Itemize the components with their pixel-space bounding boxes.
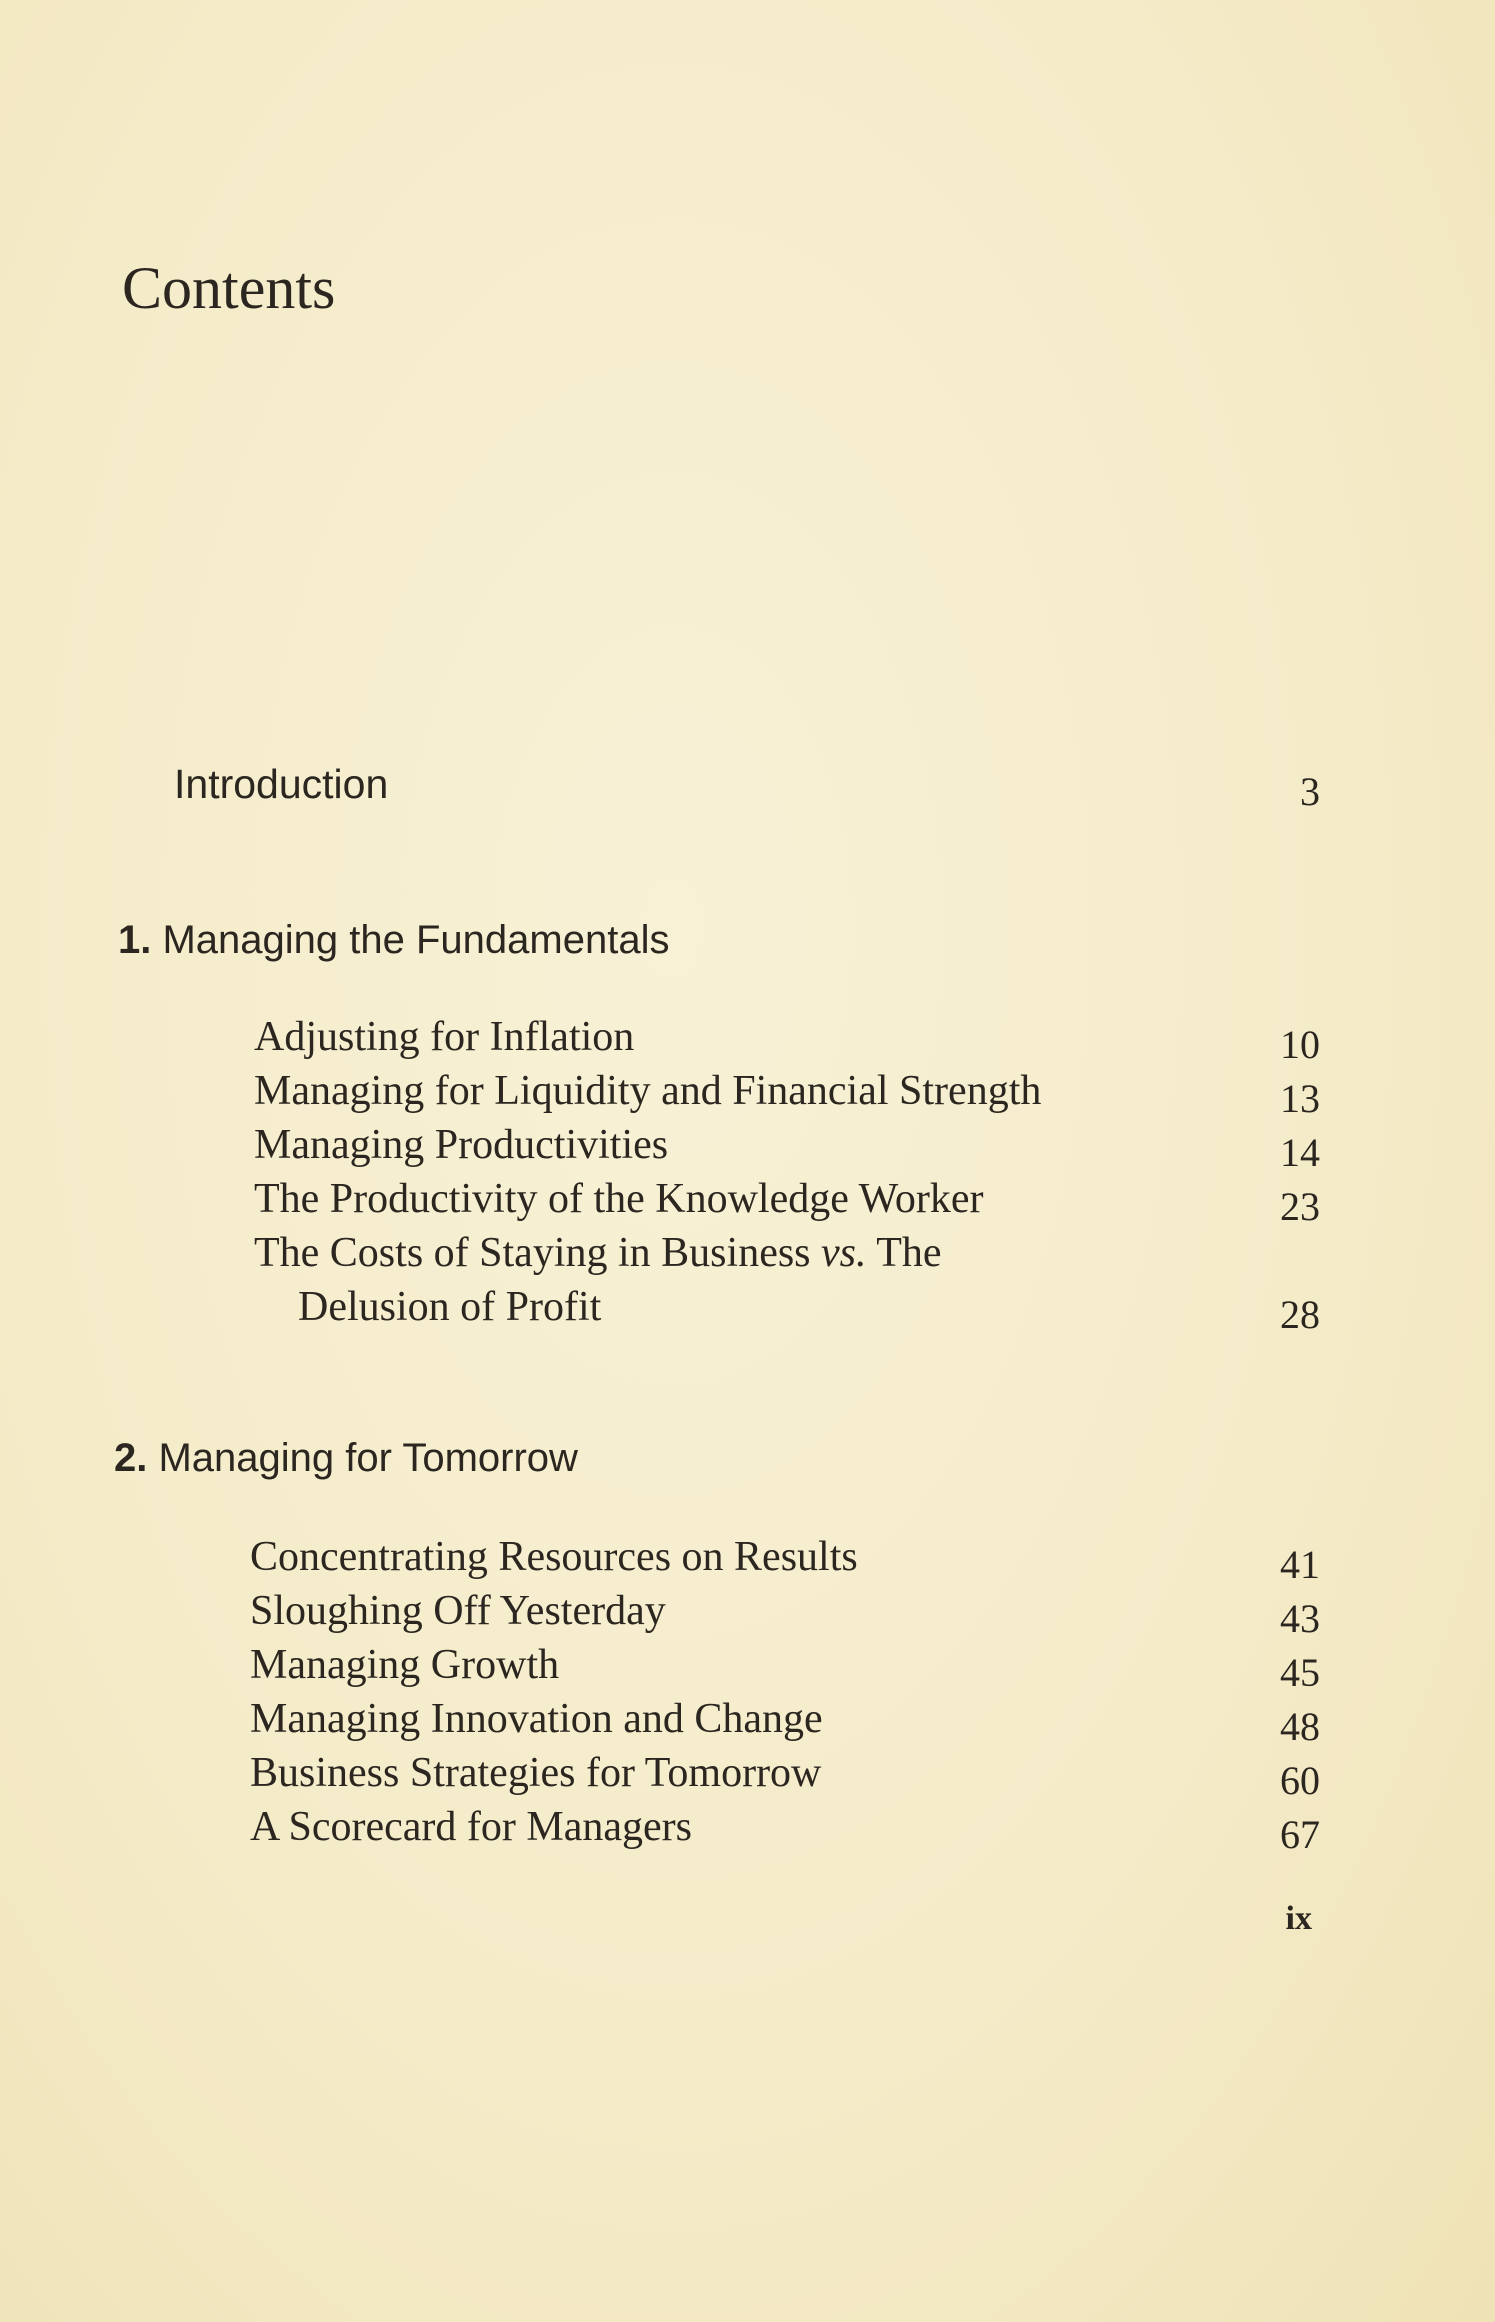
entry-page-number: 10	[1280, 1022, 1320, 1067]
entry-page-number: 23	[1280, 1184, 1320, 1229]
folio-page-number: ix	[1285, 1900, 1312, 1937]
toc-entry	[254, 1172, 1320, 1229]
chapter-number: 2.	[114, 1436, 148, 1480]
entry-title: Managing Productivities	[254, 1122, 669, 1168]
page-title: Contents	[122, 255, 336, 321]
chapter-1-entry-list	[254, 1010, 1320, 1337]
chapter-number: 1.	[118, 918, 152, 962]
entry-title: A Scorecard for Managers	[250, 1804, 692, 1850]
entry-page-number: 48	[1280, 1704, 1320, 1749]
chapter-title: Managing the Fundamentals	[162, 918, 670, 962]
chapter-2-entry-list	[250, 1530, 1320, 1857]
entry-title-text: The	[866, 1230, 942, 1276]
chapter-title: Managing for Tomorrow	[158, 1436, 578, 1480]
entry-page-number: 13	[1280, 1076, 1320, 1121]
entry-title: Managing for Liquidity and Financial Strength	[254, 1068, 1042, 1114]
chapter-heading	[118, 920, 669, 960]
toc-entry	[250, 1638, 1320, 1695]
entry-title: Business Strategies for Tomorrow	[250, 1750, 822, 1796]
entry-title: Sloughing Off Yesterday	[250, 1588, 666, 1634]
entry-page-number: 43	[1280, 1596, 1320, 1641]
toc-entry	[254, 1226, 1320, 1337]
chapter-heading	[114, 1438, 578, 1478]
entry-title-text: The Costs of Staying in Business	[254, 1230, 822, 1276]
toc-entry	[250, 1530, 1320, 1587]
entry-title: Managing Innovation and Change	[250, 1696, 823, 1742]
entry-page-number: 41	[1280, 1542, 1320, 1587]
entry-page-number: 67	[1280, 1812, 1320, 1857]
toc-entry	[254, 1118, 1320, 1175]
introduction-label: Introduction	[174, 761, 389, 807]
entry-page-number: 60	[1280, 1758, 1320, 1803]
toc-entry	[250, 1800, 1320, 1857]
entry-title: The Productivity of the Knowledge Worker	[254, 1176, 984, 1222]
entry-page-number: 45	[1280, 1650, 1320, 1695]
toc-entry	[250, 1692, 1320, 1749]
entry-title-italic: vs.	[821, 1230, 867, 1276]
entry-title-line-2: Delusion of Profit	[298, 1284, 602, 1330]
introduction-page-number: 3	[1300, 769, 1320, 814]
toc-entry	[254, 1010, 1320, 1067]
entry-title: Adjusting for Inflation	[254, 1014, 635, 1060]
toc-entry	[250, 1584, 1320, 1641]
entry-page-number: 28	[1280, 1292, 1320, 1337]
entry-title: Managing Growth	[250, 1642, 560, 1688]
entry-title-line-1	[254, 1230, 942, 1276]
entry-title: Concentrating Resources on Results	[250, 1534, 858, 1580]
toc-entry	[254, 1064, 1320, 1121]
toc-entry	[250, 1746, 1320, 1803]
entry-page-number: 14	[1280, 1130, 1320, 1175]
